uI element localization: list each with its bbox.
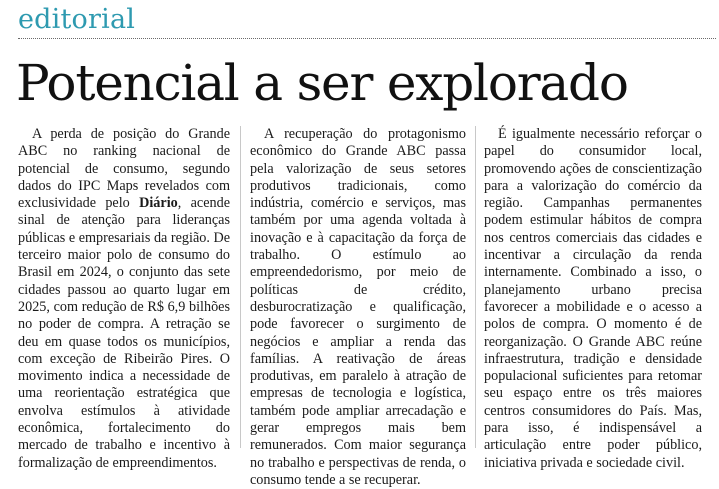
column-2-paragraph: A recuperação do protagonismo econômico do Grande ABC passa pela valorização de seus setores produtivos tradicionais, como indústria, comércio e serviços, mas também por uma agenda voltada à inovação e à capacitação da força de trabalho. O estímulo ao empreendedorismo, por meio de políticas de crédito, desburocratização e qualificação, pode favorecer o surgimento de negócios e ampliar a renda das famílias. A reativação de áreas produtivas, em paralelo à atração de empresas de tecnologia e logística, também pode ampliar arrecadação e gerar empregos mais bem remunerados. Com maior segurança no trabalho e perspectivas de renda, o consumo tende a se recuperar. [250, 126, 466, 488]
editorial-headline: Potencial a ser explorado [16, 54, 628, 112]
article-column-3 [484, 126, 702, 472]
section-divider [18, 38, 716, 39]
section-label: editorial [18, 4, 136, 35]
column-1-text-after: , acende sinal de atenção para lideranças públicas e empresariais da região. De terceiro maior polo de consumo do Brasil em 2024, o conjunto das sete cidades passou ao quarto lugar em 2025, com redução de R$ 6,9 bilhões no poder de compra. A retração se deu em quase todos os municípios, com exceção de Ribeirão Pires. O movimento indica a necessidade de uma reorientação estratégica que envolva estímulos à atividade econômica, fortalecimento do mercado de trabalho e incentivo à formalização de empreendimentos. [18, 195, 230, 471]
column-divider-2 [475, 126, 476, 448]
article-column-2 [250, 126, 466, 489]
column-1-paragraph [18, 126, 230, 472]
article-column-1 [18, 126, 230, 472]
column-1-text-before: A perda de posição do Grande ABC no ranking nacional de potencial de consumo, segundo dados do IPC Maps revelados com exclusividade pelo [18, 126, 230, 212]
column-divider-1 [240, 126, 241, 448]
newspaper-name: Diário [139, 195, 178, 212]
column-3-paragraph: É igualmente necessário reforçar o papel do consumidor local, promovendo ações de conscientização para a valorização do comércio da região. Campanhas permanentes podem estimular hábitos de compra nos centros comerciais das cidades e incentivar a circulação da renda internamente. Combinado a isso, o planejamento urbano precisa favorecer a mobilidade e o acesso a polos de compra. O momento é de reorganização. O Grande ABC reúne infraestrutura, tradição e densidade populacional suficientes para retomar seu espaço entre os três maiores centros consumidores do País. Mas, para isso, é indispensável a articulação entre poder público, iniciativa privada e sociedade civil. [484, 126, 702, 471]
